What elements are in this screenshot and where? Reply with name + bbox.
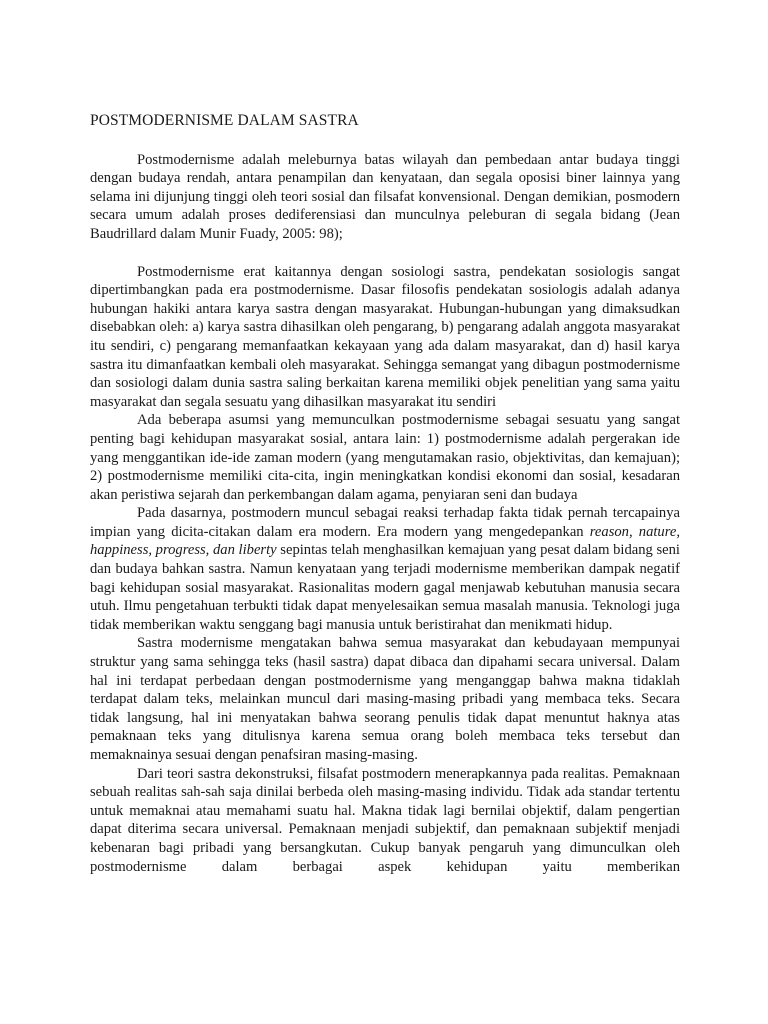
paragraph-6: Dari teori sastra dekonstruksi, filsafat postmodern menerapkannya pada realitas. Pemaknaan sebuah realitas sah-sah saja dinilai berbeda oleh masing-masing individu. Tidak ada standar tertentu untuk memaknai atau memahami suatu hal. Makna tidak lagi bernilai objektif, dalam pengertian dapat diterima secara universal. Pemaknaan menjadi subjektif, dan pemaknaan subjektif menjadi kebenaran bagi pribadi yang bersangkutan. Cukup banyak pengaruh yang dimunculkan oleh postmodernisme dalam berbagai aspek kehidupan yaitu memberikan — [90, 765, 680, 875]
paragraph-1: Postmodernisme adalah meleburnya batas wilayah dan pembedaan antar budaya tinggi dengan budaya rendah, antara penampilan dan kenyataan, dan segala oposisi biner lainnya yang selama ini dijunjung tinggi oleh teori sosial dan filsafat konvensional. Dengan demikian, posmodern secara umum adalah proses dediferensiasi dan munculnya peleburan di segala bidang (Jean Baudrillard dalam Munir Fuady, 2005: 98); — [90, 151, 680, 242]
paragraph-4-text-after: sepintas telah menghasilkan kemajuan yang pesat dalam bidang seni dan budaya bahkan sastra. Namun kenyataan yang terjadi modernisme memberikan dampak negatif bagi kehidupan sosial masyarakat. Rasionalitas modern gagal menjawab kebutuhan manusia secara utuh. Ilmu pengetahuan terbukti tidak dapat menyelesaikan semua masalah manusia. Teknologi juga tidak memberikan waktu senggang bagi manusia untuk beristirahat dan menikmati hidup. — [90, 542, 680, 633]
paragraph-4-emphasis: reason, nature, happiness, progress, dan liberty — [90, 523, 680, 559]
paragraph-4 — [90, 504, 680, 634]
paragraph-3: Ada beberapa asumsi yang memunculkan postmodernisme sebagai sesuatu yang sangat penting bagi kehidupan masyarakat sosial, antara lain: 1) postmodernisme adalah pergerakan ide yang menggantikan ide-ide zaman modern (yang mengutamakan rasio, objektivitas, dan kemajuan); 2) postmodernisme memiliki cita-cita, ingin meningkatkan kondisi ekonomi dan sosial, kesadaran akan peristiwa sejarah dan perkembangan dalam agama, penyiaran seni dan budaya — [90, 412, 680, 503]
document-page — [90, 112, 680, 876]
paragraph-4-text-before: Pada dasarnya, postmodern muncul sebagai reaksi terhadap fakta tidak pernah tercapainya impian yang dicita-citakan dalam era modern. Era modern yang mengedepankan — [90, 505, 680, 540]
paragraph-5: Sastra modernisme mengatakan bahwa semua masyarakat dan kebudayaan mempunyai struktur yang sama sehingga teks (hasil sastra) dapat dibaca dan dipahami secara universal. Dalam hal ini terdapat perbedaan dengan postmodernisme yang menganggap bahwa makna tidaklah terdapat dalam teks, melainkan muncul dari masing-masing pribadi yang membaca teks. Secara tidak langsung, hal ini menyatakan bahwa seorang penulis tidak dapat menuntut haknya atas pemaknaan teks yang ditulisnya karena semua orang boleh membaca teks tersebut dan memaknainya sesuai dengan penafsiran masing-masing. — [90, 635, 680, 763]
document-title: POSTMODERNISME DALAM SASTRA — [90, 112, 359, 129]
paragraph-2: Postmodernisme erat kaitannya dengan sosiologi sastra, pendekatan sosiologis sangat dipertimbangkan pada era postmodernisme. Dasar filosofis pendekatan sosiologis adalah adanya hubungan hakiki antara karya sastra dengan masyarakat. Hubungan-hubungan yang dimaksudkan disebabkan oleh: a) karya sastra dihasilkan oleh pengarang, b) pengarang adalah anggota masyarakat itu sendiri, c) pengarang memanfaatkan kekayaan yang ada dalam masyarakat, dan d) hasil karya sastra itu dimanfaatkan kembali oleh masyarakat. Sehingga semangat yang dibagun postmodernisme dan sosiologi dalam dunia sastra saling berkaitan karena memiliki objek penelitian yang sama yaitu masyarakat dan segala sesuatu yang dihasilkan masyarakat itu sendiri — [90, 263, 680, 410]
